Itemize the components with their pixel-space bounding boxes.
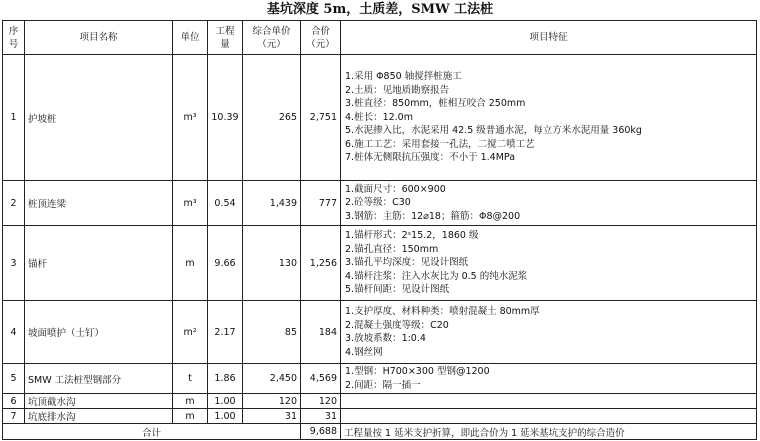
header-name: 项目名称 (25, 21, 173, 55)
feature-line: 1.支护厚度、材料种类：喷射混凝土 80mm厚 (345, 306, 540, 317)
row-features (341, 364, 757, 394)
summary-row (3, 424, 757, 440)
row-qty: 1.00 (208, 409, 243, 424)
row-name: 护坡桩 (25, 55, 173, 181)
row-name: SMW 工法桩型钢部分 (25, 364, 173, 394)
row-name: 坡面喷护（土钉） (25, 301, 173, 364)
row-unit-price: 31 (243, 409, 301, 424)
feature-line: 3.钢筋：主筋：12⌀18；箍筋：Φ8@200 (345, 210, 521, 222)
summary-label: 合计 (3, 424, 301, 440)
row-features (341, 181, 757, 226)
row-unit: m² (173, 301, 208, 364)
feature-line: 4.钢丝网 (345, 346, 383, 358)
row-features (341, 301, 757, 364)
feature-line: 2.间距：隔一插一 (345, 379, 421, 391)
header-qty: 工程量 (208, 21, 243, 55)
row-no: 6 (3, 394, 25, 409)
row-no: 4 (3, 301, 25, 364)
row-total: 777 (301, 181, 341, 226)
row-features (341, 394, 757, 409)
feature-line: 1.截面尺寸：600×900 (345, 183, 446, 195)
row-qty: 0.54 (208, 181, 243, 226)
row-unit: m (173, 226, 208, 301)
header-row (3, 21, 757, 55)
row-name: 坑底排水沟 (25, 409, 173, 424)
table-row (3, 55, 757, 181)
feature-line: 7.桩体无侧限抗压强度：不小于 1.4MPa (345, 152, 516, 164)
feature-line: 4.锚杆注浆：注入水灰比为 0.5 的纯水泥浆 (345, 270, 528, 282)
row-unit-price: 2,450 (243, 364, 301, 394)
row-unit-price: 1,439 (243, 181, 301, 226)
table-row (3, 409, 757, 424)
feature-line: 3.锚孔平均深度：见设计图纸 (345, 257, 469, 269)
feature-line: 3.放坡系数：1:0.4 (345, 333, 426, 344)
header-no: 序号 (3, 21, 25, 55)
table-row (3, 301, 757, 364)
row-unit-price: 130 (243, 226, 301, 301)
feature-line: 2.混凝土强度等级：C20 (345, 319, 449, 331)
document-title: 基坑深度 5m，土质差，SMW 工法桩 (266, 2, 494, 17)
feature-line: 2.土质：见地质勘察报告 (345, 84, 450, 96)
feature-line: 1.型钢：H700×300 型钢@1200 (345, 366, 490, 377)
header-total: 合价（元） (301, 21, 341, 55)
row-unit: t (173, 364, 208, 394)
row-name: 锚杆 (25, 226, 173, 301)
row-features (341, 409, 757, 424)
feature-line: 3.桩直径：850mm，桩相互咬合 250mm (345, 98, 526, 110)
summary-total: 9,688 (301, 424, 341, 440)
feature-line: 1.锚杆形式：2ˢ15.2，1860 级 (345, 230, 479, 242)
row-features (341, 226, 757, 301)
row-total: 1,256 (301, 226, 341, 301)
row-unit-price: 120 (243, 394, 301, 409)
row-total: 2,751 (301, 55, 341, 181)
cost-table (2, 20, 757, 440)
row-qty: 1.86 (208, 364, 243, 394)
header-unit: 单位 (173, 21, 208, 55)
row-qty: 1.00 (208, 394, 243, 409)
row-no: 7 (3, 409, 25, 424)
feature-line: 5.锚杆间距：见设计图纸 (345, 284, 450, 296)
table-row (3, 226, 757, 301)
row-unit: m (173, 409, 208, 424)
row-features (341, 55, 757, 181)
row-no: 2 (3, 181, 25, 226)
row-unit: m³ (173, 181, 208, 226)
row-total: 31 (301, 409, 341, 424)
table-row (3, 181, 757, 226)
row-qty: 10.39 (208, 55, 243, 181)
row-unit: m (173, 394, 208, 409)
row-no: 1 (3, 55, 25, 181)
table-row (3, 364, 757, 394)
feature-line: 2.砼等级：C30 (345, 197, 411, 209)
row-no: 5 (3, 364, 25, 394)
row-no: 3 (3, 226, 25, 301)
row-total: 184 (301, 301, 341, 364)
feature-line: 5.水泥掺入比，水泥采用 42.5 级普通水泥，每立方米水泥用量 360kg (345, 125, 642, 137)
row-total: 120 (301, 394, 341, 409)
row-name: 桩顶连梁 (25, 181, 173, 226)
row-unit: m³ (173, 55, 208, 181)
row-total: 4,569 (301, 364, 341, 394)
header-features: 项目特征 (341, 21, 757, 55)
feature-line: 2.锚孔直径：150mm (345, 243, 439, 255)
row-qty: 2.17 (208, 301, 243, 364)
table-body (3, 55, 757, 424)
row-unit-price: 85 (243, 301, 301, 364)
feature-line: 4.桩长：12.0m (345, 111, 413, 123)
row-unit-price: 265 (243, 55, 301, 181)
row-name: 坑顶截水沟 (25, 394, 173, 409)
summary-note: 工程量按 1 延米支护折算，即此合价为 1 延米基坑支护的综合造价 (341, 424, 757, 440)
header-unit-price: 综合单价（元） (243, 21, 301, 55)
row-qty: 9.66 (208, 226, 243, 301)
table-row (3, 394, 757, 409)
feature-line: 1.采用 Φ850 轴搅拌桩施工 (345, 71, 462, 83)
feature-line: 6.施工工艺：采用套接一孔法，二搅二喷工艺 (345, 138, 535, 150)
